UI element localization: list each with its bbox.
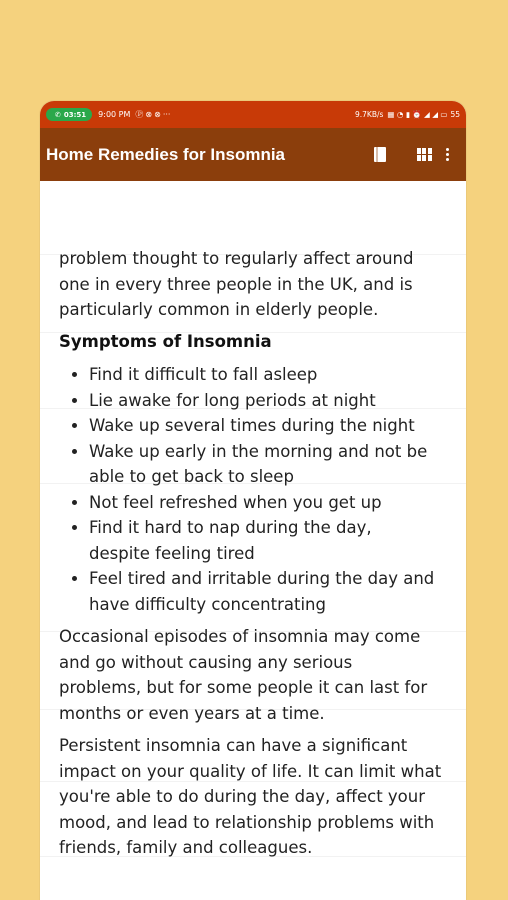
- list-item: • Wake up several times during the night: [89, 413, 436, 439]
- clock: 9:00 PM: [98, 110, 131, 119]
- intro-paragraph: problem thought to regularly affect around one in every three people in the UK, and is particularly common in elderly people.: [59, 249, 414, 319]
- list-item: • Find it difficult to fall asleep: [89, 362, 436, 388]
- list-item: • Lie awake for long periods at night: [89, 388, 436, 414]
- phone-screen: [40, 101, 466, 900]
- status-left: [46, 108, 170, 121]
- list-item: • Wake up early in the morning and not be able to get back to sleep: [89, 439, 436, 490]
- list-item: • Feel tired and irritable during the day and have difficulty concentrating: [89, 566, 436, 617]
- ongoing-call-indicator[interactable]: [46, 108, 92, 121]
- occasional-paragraph: Occasional episodes of insomnia may come and go without causing any serious problems, but for some people it can last for months or even years at a time.: [59, 627, 428, 723]
- app-title: Home Remedies for Insomnia: [46, 144, 286, 164]
- symptoms-heading: Symptoms of Insomnia: [59, 332, 272, 351]
- list-item: • Find it hard to nap during the day, despite feeling tired: [89, 515, 436, 566]
- app-bar: [40, 128, 466, 181]
- symptoms-list: [59, 362, 436, 617]
- more-vert-icon: [446, 148, 449, 161]
- call-timer: 03:51: [63, 110, 87, 119]
- network-speed: 9.7KB/s: [354, 110, 384, 119]
- bookmark-button[interactable]: [358, 128, 402, 181]
- grid-view-button[interactable]: [402, 128, 446, 181]
- phone-icon: ✆: [55, 110, 61, 119]
- status-bar: [40, 101, 466, 128]
- battery-level: 55: [450, 110, 460, 119]
- persistent-paragraph: Persistent insomnia can have a significant impact on your quality of life. It can limit what you're able to do during the day, affect your mood, and lead to relationship problems with friends, family and colleagues.: [59, 736, 442, 857]
- book-icon: [374, 147, 386, 162]
- article-content[interactable]: [40, 181, 466, 900]
- list-item: • Not feel refreshed when you get up: [89, 490, 436, 516]
- notification-icons: Ⓟ⊗⊗: [135, 110, 163, 119]
- signal-icons: ▦ ◔ ▮ ⏰ ◢ ◢ ▭: [387, 110, 448, 119]
- app-bar-actions: [358, 128, 466, 181]
- grid-icon: [417, 148, 432, 161]
- more-notifications-icon: ···: [162, 110, 171, 119]
- status-right: [355, 110, 460, 119]
- overflow-menu-button[interactable]: [446, 128, 466, 181]
